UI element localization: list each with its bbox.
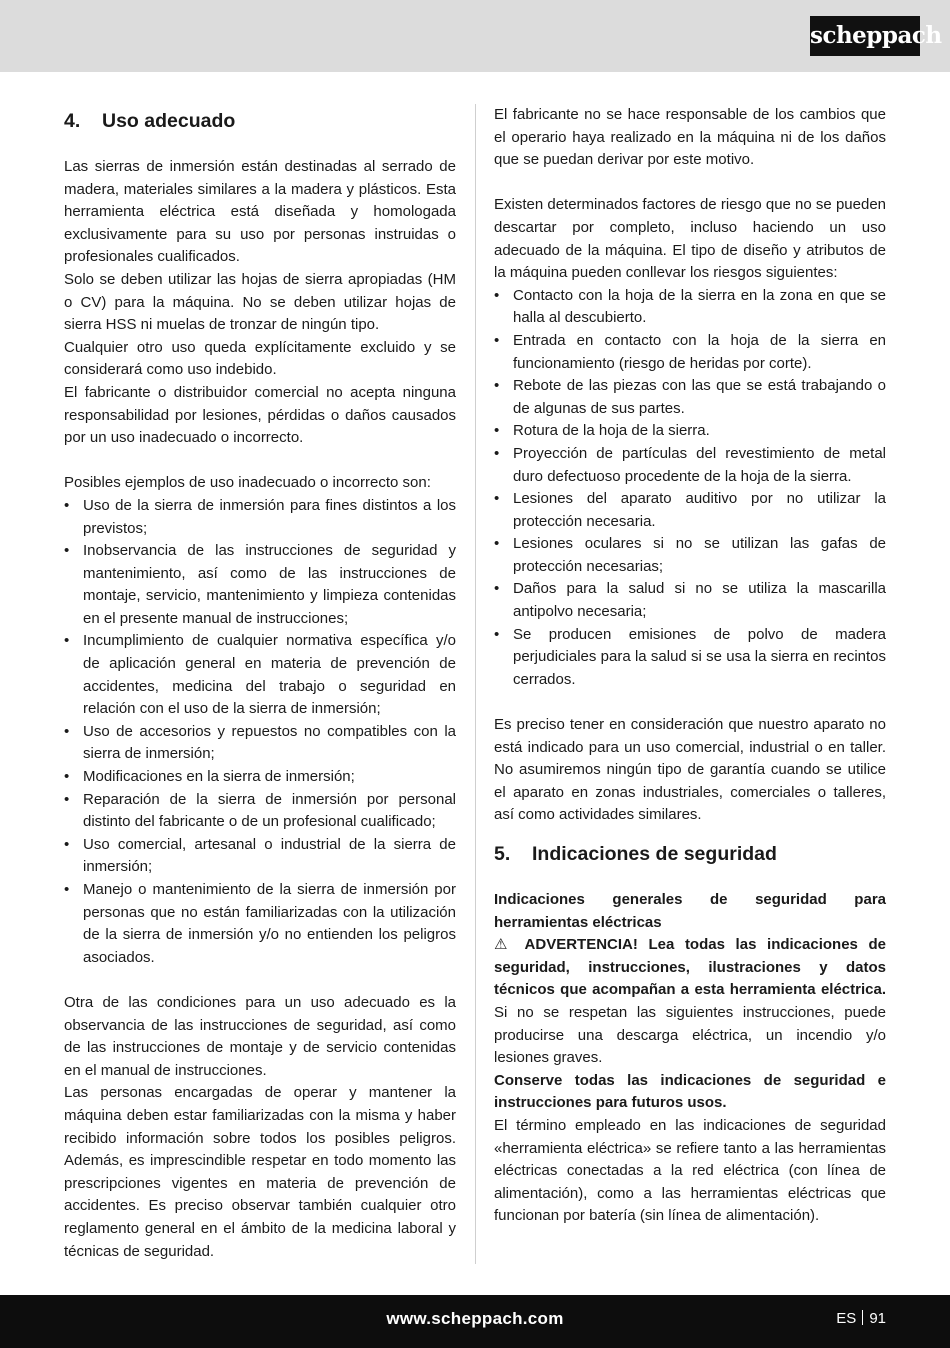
risk-intro: Existen determinados factores de riesgo que no se pueden descartar por completo, incluso haciendo un uso adecuado de la máquina. El tipo de diseño y atributos de la máquina pueden conllevar los riesgos siguientes:	[494, 196, 886, 282]
list-item: • Uso de accesorios y repuestos no compatibles con la sierra de inmersión;	[64, 721, 456, 766]
page-indicator	[836, 1310, 886, 1327]
brand-logo: scheppach	[810, 16, 920, 56]
section-4-heading	[64, 106, 456, 136]
page-number: 91	[869, 1310, 886, 1327]
paragraph: El fabricante o distribuidor comercial no acepta ninguna responsabilidad por lesiones, pérdidas o daños causados por un uso inadecuado o incorrecto.	[64, 383, 456, 447]
page-header	[0, 0, 950, 72]
paragraph: Cualquier otro uso queda explícitamente excluido y se considerará como uso indebido.	[64, 338, 456, 379]
paragraph: Las personas encargadas de operar y mantener la máquina deben estar familiarizadas con la misma y haber recibido información sobre todos los posibles peligros. Además, es imprescindible respetar en todo momento las prescripciones vigentes en materia de prevención de accidentes. Es preciso observar también cualquier otro reglamento general en el ámbito de la medicina laboral y técnicas de seguridad.	[64, 1084, 456, 1260]
paragraph: El término empleado en las indicaciones de seguridad «herramienta eléctrica» se refiere tanto a las herramientas eléctricas conectadas a la red eléctrica (con línea de alimentación), como a las herramientas eléctricas que funcionan por batería (sin línea de alimentación).	[494, 1116, 886, 1225]
separator	[862, 1310, 863, 1325]
page-footer	[0, 1295, 950, 1348]
warning-bold-text: ADVERTENCIA! Lea todas las indicaciones de seguridad, instrucciones, ilustraciones y datos técnicos que acompañan a esta herramienta eléctrica.	[494, 936, 887, 999]
warning-icon: ⚠	[494, 936, 514, 954]
list-item: • Lesiones oculares si no se utilizan las gafas de protección necesarias;	[494, 533, 886, 578]
risk-list	[494, 285, 886, 692]
section-number: 4.	[64, 110, 81, 132]
warning-paragraph	[494, 934, 886, 1070]
language-code: ES	[836, 1310, 857, 1327]
paragraph: El fabricante no se hace responsable de los cambios que el operario haya realizado en la máquina ni de los daños que se puedan derivar por este motivo.	[494, 106, 886, 169]
list-item: • Incumplimiento de cualquier normativa específica y/o de aplicación general en materia de prevención de accidentes, medicina del trabajo o seguridad en relación con el uso de la sierra de inmersión;	[64, 630, 456, 720]
misuse-intro: Posibles ejemplos de uso inadecuado o incorrecto son:	[64, 474, 431, 492]
left-column	[64, 104, 456, 1263]
section-title: Uso adecuado	[102, 110, 236, 132]
paragraph: Es preciso tener en consideración que nuestro aparato no está indicado para un uso comercial, industrial o en taller. No asumiremos ningún tipo de garantía cuando se utilice el aparato en zonas industriales, comerciales o talleres, así como actividades similares.	[494, 716, 886, 824]
list-item: • Lesiones del aparato auditivo por no utilizar la protección necesaria.	[494, 488, 886, 533]
paragraph: Solo se deben utilizar las hojas de sierra apropiadas (HM o CV) para la máquina. No se deben utilizar hojas de sierra HSS ni muelas de tronzar de ningún tipo.	[64, 270, 456, 334]
list-item: • Rotura de la hoja de la sierra.	[494, 420, 886, 443]
list-item: • Uso de la sierra de inmersión para fines distintos a los previstos;	[64, 495, 456, 540]
list-item: • Inobservancia de las instrucciones de seguridad y mantenimiento, así como de las instrucciones de montaje, servicio, mantenimiento y limpieza contenidas en el presente manual de instrucciones;	[64, 540, 456, 630]
list-item: • Uso comercial, artesanal o industrial de la sierra de inmersión;	[64, 834, 456, 879]
section-5-heading	[494, 839, 886, 869]
list-item: • Rebote de las piezas con las que se está trabajando o de algunas de sus partes.	[494, 375, 886, 420]
list-item: • Manejo o mantenimiento de la sierra de inmersión por personas que no están familiarizadas con la utilización de la sierra de inmersión y/o no entienden los peligros asociados.	[64, 879, 456, 969]
misuse-list	[64, 495, 456, 969]
list-item: • Reparación de la sierra de inmersión por personal distinto del fabricante o de un profesional cualificado;	[64, 789, 456, 834]
list-item: • Entrada en contacto con la hoja de la sierra en funcionamiento (riesgo de heridas por corte).	[494, 330, 886, 375]
right-column	[494, 104, 886, 1228]
section-title: Indicaciones de seguridad	[532, 843, 777, 865]
list-item: • Modificaciones en la sierra de inmersión;	[64, 766, 456, 789]
paragraph: Otra de las condiciones para un uso adecuado es la observancia de las instrucciones de seguridad, así como de las instrucciones de montaje y de servicio contenidas en el manual de instrucciones.	[64, 993, 456, 1079]
list-item: • Proyección de partículas del revestimiento de metal duro defectuoso procedente de la hoja de la sierra.	[494, 443, 886, 488]
safety-subheading: Indicaciones generales de seguridad para herramientas eléctricas	[494, 891, 886, 931]
list-item: • Contacto con la hoja de la sierra en la zona en que se halla al descubierto.	[494, 285, 886, 330]
section-number: 5.	[494, 843, 511, 865]
website-link[interactable]: www.scheppach.com	[386, 1309, 564, 1328]
paragraph: Las sierras de inmersión están destinadas al serrado de madera, materiales similares a la madera y plásticos. Esta herramienta eléctrica está diseñada y homologada exclusivamente para su uso por personas instruidas o profesionales cualificados.	[64, 158, 456, 266]
column-divider	[475, 104, 476, 1264]
warning-text: Si no se respetan las siguientes instrucciones, puede producirse una descarga eléctrica, un incendio y/o lesiones graves.	[494, 1003, 886, 1067]
keep-instructions-note: Conserve todas las indicaciones de seguridad e instrucciones para futuros usos.	[494, 1071, 886, 1112]
list-item: • Daños para la salud si no se utiliza la mascarilla antipolvo necesaria;	[494, 578, 886, 623]
list-item: • Se producen emisiones de polvo de madera perjudiciales para la salud si se usa la sierra en recintos cerrados.	[494, 624, 886, 692]
